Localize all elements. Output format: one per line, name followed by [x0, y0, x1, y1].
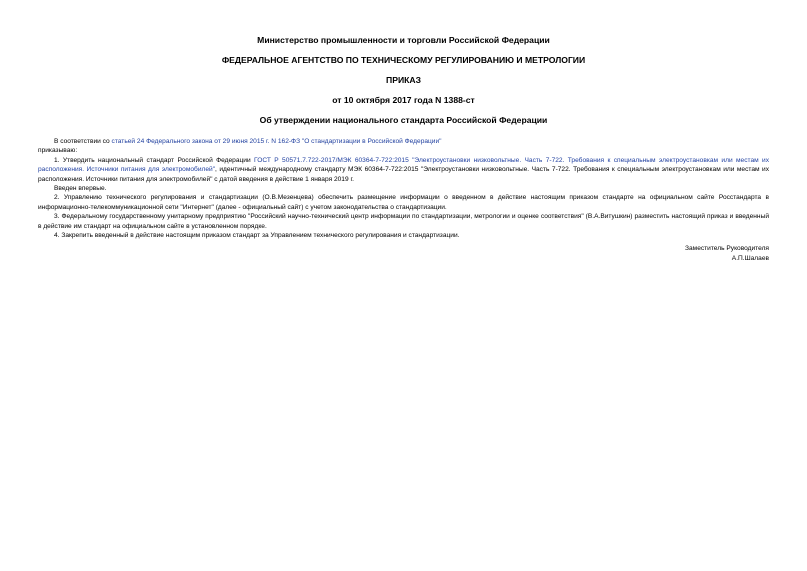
ministry-title: Министерство промышленности и торговли Российской Федерации [257, 35, 550, 45]
federal-law-link[interactable]: статьей 24 Федерального закона от 29 июня 2015 г. N 162-ФЗ "О стандартизации в Российской Федерации" [111, 138, 442, 145]
document-type: ПРИКАЗ [386, 75, 421, 85]
introduced-first-note: Введен впервые. [54, 185, 107, 193]
agency-title: ФЕДЕРАЛЬНОЕ АГЕНТСТВО ПО ТЕХНИЧЕСКОМУ РЕГУЛИРОВАНИЮ И МЕТРОЛОГИИ [221, 55, 586, 65]
document-body [38, 137, 769, 240]
item-4-paragraph: 4. Закрепить введенный в действие настоящим приказом стандарт за Управлением технического регулирования и стандартизации. [54, 232, 460, 240]
intro-prefix: В соответствии со [54, 138, 112, 145]
item-1-suffix: , идентичный международному стандарту МЭК 60364-7-722:2015 "Электроустановки низковольтные. Часть 7-722. Требования к специальным электроустановкам или местам их расположения. Источники питания для электромобилей" с датой введения в действие 1 января 2019 г. [38, 166, 769, 183]
signature-block [38, 244, 769, 264]
document-subject: Об утверждении национального стандарта Российской Федерации [259, 115, 548, 125]
signatory-name: А.П.Шалаев [731, 255, 769, 263]
signatory-title: Заместитель Руководителя [685, 245, 769, 253]
item-2-paragraph: 2. Управлению технического регулирования и стандартизации (О.В.Мезенцева) обеспечить размещение информации о введенном в действие настоящим приказом стандарте на официальном сайте Росстандарта в информационно-телекоммуникационной сети "Интернет" (далее - официальный сайт) с учетом законодательства о стандартизации. [38, 194, 769, 211]
item-1-paragraph [38, 156, 769, 184]
intro-paragraph [38, 137, 769, 146]
item-1-prefix: 1. Утвердить национальный стандарт Российской Федерации [54, 156, 255, 164]
item-3-paragraph: 3. Федеральному государственному унитарному предприятию "Российский научно-технический центр информации по стандартизации, метрологии и оценке соответствия" (В.А.Витушкин) разместить настоящий приказ и введенный в действие им стандарт на официальном сайте в установленном порядке. [38, 213, 769, 230]
document-date-number: от 10 октября 2017 года N 1388-ст [332, 95, 475, 105]
gost-standard-link[interactable]: ГОСТ Р 50571.7.722-2017/МЭК 60364-7-722:2015 "Электроустановки низковольтные. Часть 7-722. Требования к специальным электроустановкам или местам их расположения. Источники питания для электромобилей" [38, 156, 769, 174]
order-word: приказываю: [38, 147, 78, 155]
